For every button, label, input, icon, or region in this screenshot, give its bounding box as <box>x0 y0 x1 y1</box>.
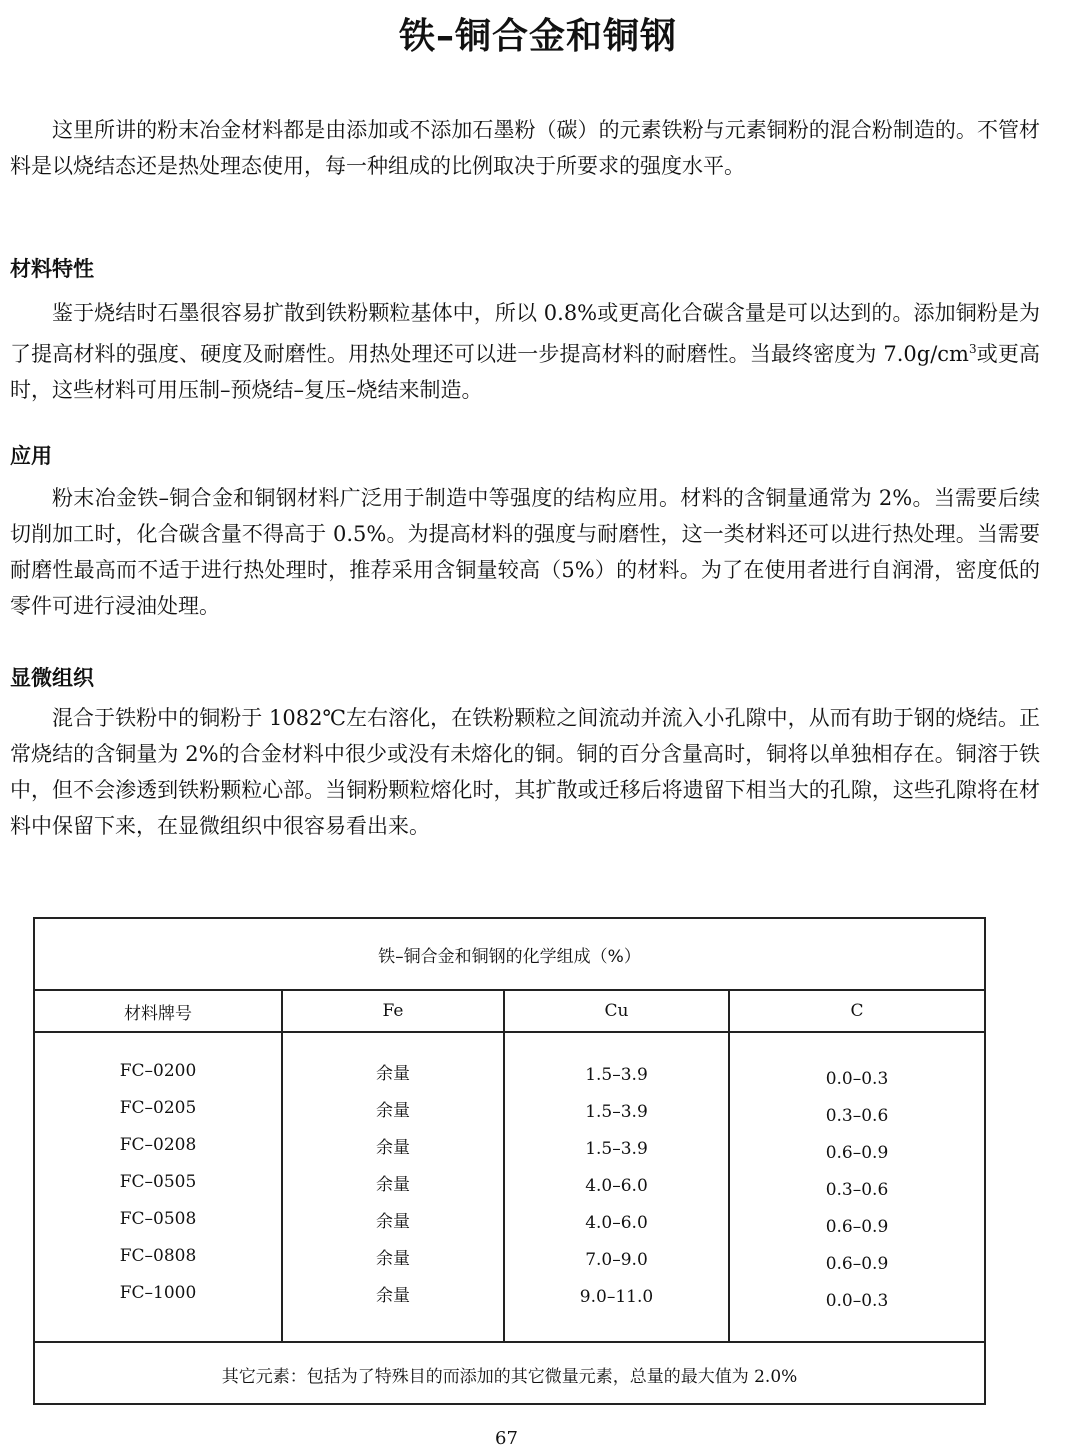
header-c: C <box>850 1001 864 1021</box>
intro-paragraph: 这里所讲的粉末冶金材料都是由添加或不添加石墨粉（碳）的元素铁粉与元素铜粉的混合粉制造的。不管材料是以烧结态还是热处理态使用，每一种组成的比例取决于所要求的强度水平。 <box>10 118 1040 178</box>
applications-paragraph: 粉末冶金铁–铜合金和铜钢材料广泛用于制造中等强度的结构应用。材料的含铜量通常为 2%。当需要后续切削加工时，化合碳含量不得高于 0.5%。为提高材料的强度与耐磨性，这一类材料还可以进行热处理。当需要耐磨性最高而不适于进行热处理时，推荐采用含铜量较高（5%）的材料。为了在使用者进行自润滑，密度低的零件可进行浸油处理。 <box>10 486 1040 618</box>
cell-cu: 1.5–3.9 <box>585 1065 648 1085</box>
microstructure-paragraph: 混合于铁粉中的铜粉于 1082℃左右溶化，在铁粉颗粒之间流动并流入小孔隙中，从而有助于钢的烧结。正常烧结的含铜量为 2%的合金材料中很少或没有未熔化的铜。铜的百分含量高时，铜将以单独相存在。铜溶于铁中，但不会渗透到铁粉颗粒心部。当铜粉颗粒熔化时，其扩散或迁移后将遗留下相当大的孔隙，这些孔隙将在材料中保留下来，在显微组织中很容易看出来。 <box>10 706 1040 838</box>
header-grade: 材料牌号 <box>124 1003 192 1024</box>
cell-cu: 7.0–9.0 <box>585 1250 648 1270</box>
cell-c: 0.0–0.3 <box>825 1069 889 1089</box>
cell-fe: 余量 <box>376 1285 410 1306</box>
cell-c: 0.3–0.6 <box>825 1180 889 1200</box>
cell-grade: FC–0205 <box>119 1098 197 1118</box>
properties-text-after: 或更高时，这些材料可用压制–预烧结–复压–烧结来制造。 <box>10 342 1041 402</box>
page-title: 铁–铜合金和铜钢 <box>398 16 677 57</box>
cell-cu: 9.0–11.0 <box>579 1287 654 1307</box>
cell-fe: 余量 <box>376 1211 410 1232</box>
cell-fe: 余量 <box>376 1137 410 1158</box>
cell-grade: FC–0808 <box>119 1246 197 1266</box>
header-fe: Fe <box>382 1001 404 1021</box>
cell-grade: FC–0208 <box>119 1135 197 1155</box>
cell-fe: 余量 <box>376 1063 410 1084</box>
cell-fe: 余量 <box>376 1248 410 1269</box>
cell-cu: 4.0–6.0 <box>585 1213 648 1233</box>
microstructure-heading: 显微组织 <box>10 666 94 690</box>
header-divider <box>35 1031 984 1033</box>
cell-cu: 1.5–3.9 <box>585 1102 648 1122</box>
cell-c: 0.6–0.9 <box>825 1254 889 1274</box>
applications-heading: 应用 <box>10 444 52 468</box>
cell-c: 0.0–0.3 <box>825 1291 889 1311</box>
cell-grade: FC–0200 <box>119 1061 197 1081</box>
properties-paragraph <box>10 295 1040 408</box>
table-footnote: 其它元素：包括为了特殊目的而添加的其它微量元素，总量的最大值为 2.0% <box>221 1366 798 1387</box>
properties-superscript: 3 <box>968 342 977 356</box>
properties-heading: 材料特性 <box>10 257 94 281</box>
cell-c: 0.6–0.9 <box>825 1143 889 1163</box>
cell-fe: 余量 <box>376 1174 410 1195</box>
cell-c: 0.6–0.9 <box>825 1217 889 1237</box>
cell-grade: FC–1000 <box>119 1283 197 1303</box>
composition-table <box>33 917 986 1405</box>
header-cu: Cu <box>604 1001 629 1021</box>
cell-grade: FC–0505 <box>119 1172 197 1192</box>
table-caption: 铁–铜合金和铜钢的化学组成（%） <box>35 919 984 991</box>
properties-text-before: 鉴于烧结时石墨很容易扩散到铁粉颗粒基体中，所以 0.8%或更高化合碳含量是可以达到的。添加铜粉是为了提高材料的强度、硬度及耐磨性。用热处理还可以进一步提高材料的耐磨性。当最终密度为 7.0g/cm <box>10 301 1040 366</box>
cell-cu: 4.0–6.0 <box>585 1176 648 1196</box>
cell-fe: 余量 <box>376 1100 410 1121</box>
cell-c: 0.3–0.6 <box>825 1106 889 1126</box>
cell-grade: FC–0508 <box>119 1209 197 1229</box>
cell-cu: 1.5–3.9 <box>585 1139 648 1159</box>
page-number: 67 <box>495 1428 518 1449</box>
